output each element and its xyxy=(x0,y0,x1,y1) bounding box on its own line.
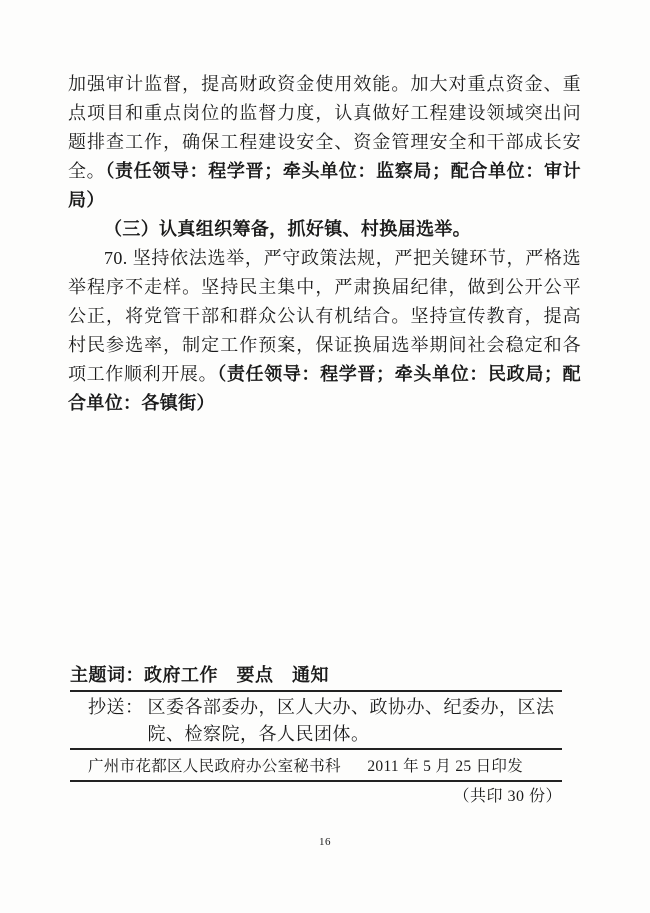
body-text: 70. 坚持依法选举，严守政策法规，严把关键环节，严格选举程序不走样。坚持民主集中，严肃换届纪律，做到公开公平公正，将党管干部和群众公认有机结合。坚持宣传教育，提高村民参选率，制定工作预案，保证换届选举期间社会稳定和各项工作顺利开展。 xyxy=(68,248,581,384)
document-body xyxy=(68,70,581,418)
body-paragraph xyxy=(68,244,581,418)
body-paragraph xyxy=(68,70,581,215)
copies-row xyxy=(70,782,562,808)
cc-line: 院、检察院，各人民团体。 xyxy=(147,724,370,744)
issuer-name: 广州市花都区人民政府办公室秘书科 xyxy=(88,758,341,775)
body-text-bold: （三）认真组织筹备，抓好镇、村换届选举。 xyxy=(104,219,471,239)
issuer-row xyxy=(70,750,562,780)
cc-line: 区委各部委办，区人大办、政协办、纪委办，区法 xyxy=(147,697,555,717)
copies-note: （共印 30 份） xyxy=(453,788,562,805)
body-paragraph xyxy=(68,215,581,244)
body-text: 加强审计监督，提高财政资金使用效能。加大对重点资金、重点项目和重点岗位的监督力度，认真做好工程建设领域突出问题排查工作，确保工程建设安全、资金管理安全和干部成长安全。 xyxy=(68,74,581,181)
document-footer xyxy=(70,662,562,808)
cc-row xyxy=(70,692,562,748)
body-text-bold: （责任领导：程学晋；牵头单位：监察局；配合单位：审计局） xyxy=(68,161,581,210)
subject-label: 主题词： xyxy=(70,665,144,685)
cc-content xyxy=(148,694,563,748)
cc-label: 抄送： xyxy=(88,697,144,717)
body-text-bold: （责任领导：程学晋；牵头单位：民政局；配合单位：各镇街） xyxy=(68,364,581,413)
subject-terms: 政府工作 要点 通知 xyxy=(144,665,329,685)
print-date: 2011 年 5 月 25 日印发 xyxy=(367,758,523,775)
page-number: 16 xyxy=(319,836,331,848)
subject-row xyxy=(70,662,562,690)
